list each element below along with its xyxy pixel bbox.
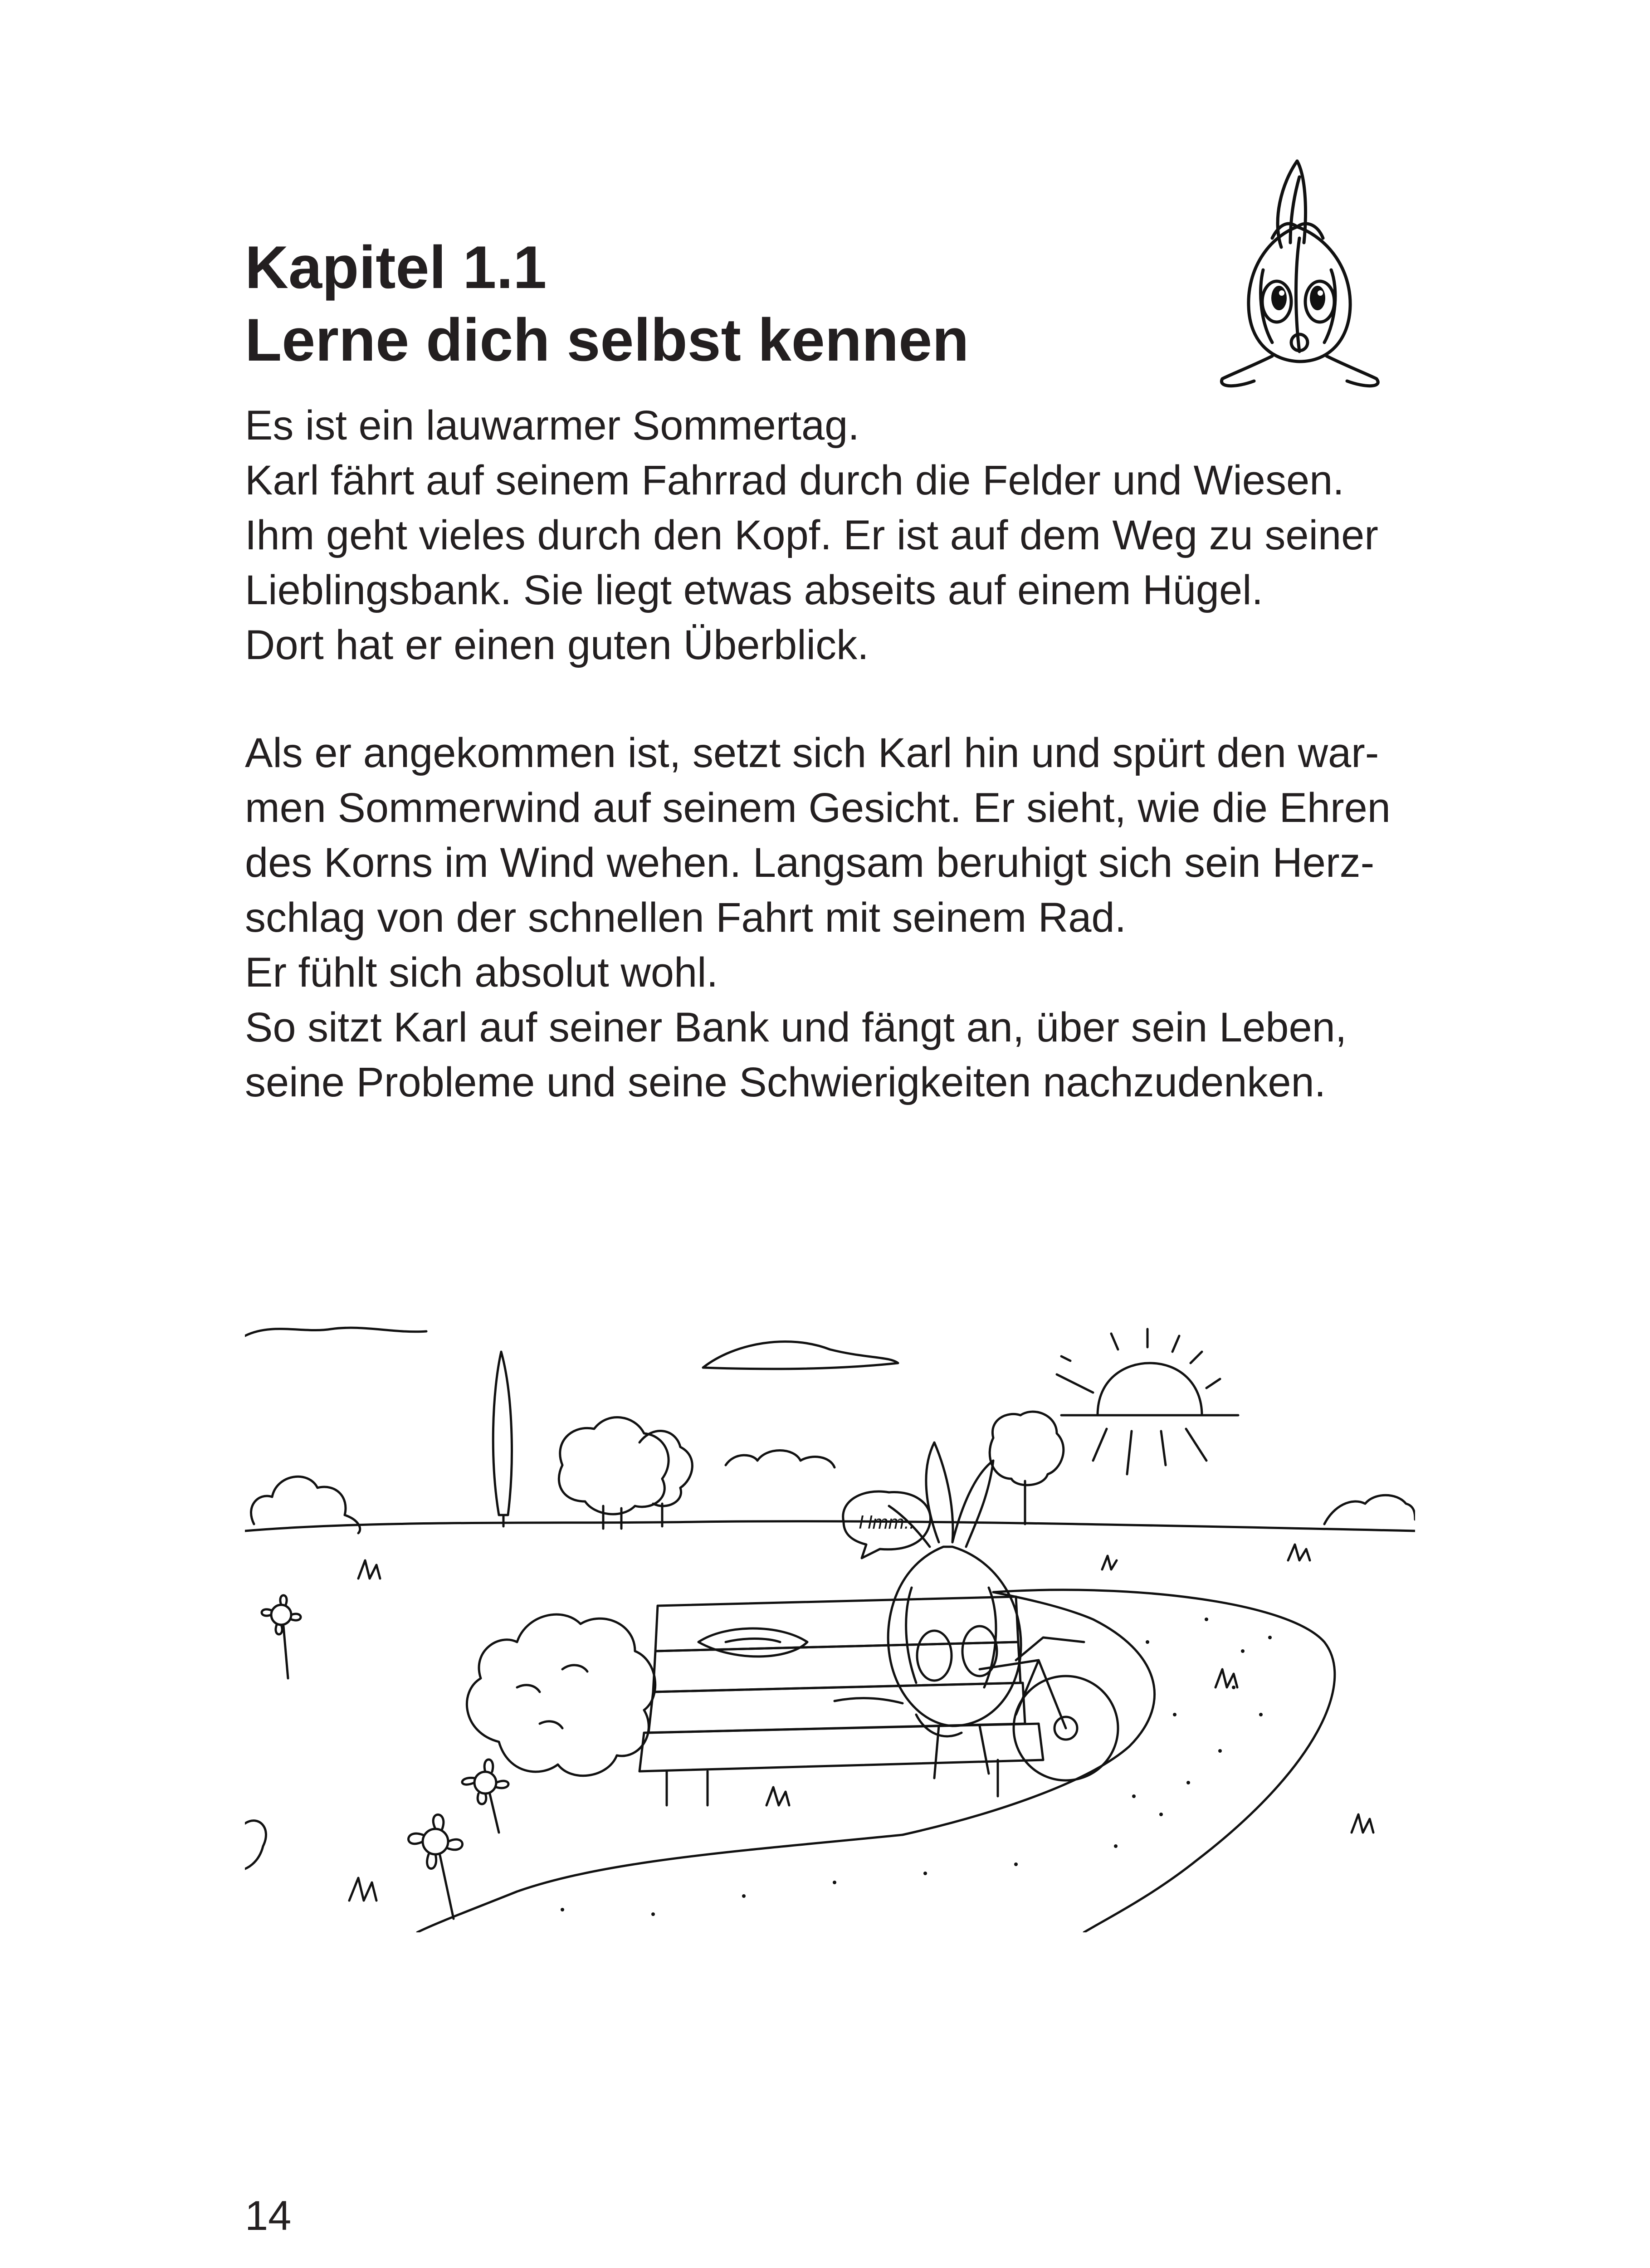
cloud-icon [703, 1342, 898, 1369]
text-line: des Korns im Wind wehen. Langsam beruhigt sich sein Herz- [245, 840, 1375, 886]
text-line: So sitzt Karl auf seiner Bank und fängt an, über sein Leben, [245, 1004, 1347, 1051]
paragraph-1 [245, 398, 1424, 673]
text-line: Es ist ein lauwarmer Sommertag. [245, 402, 859, 449]
bench-scene-illustration [245, 1325, 1415, 1932]
flower-icon [423, 1829, 448, 1854]
text-line: Dort hat er einen guten Überblick. [245, 622, 869, 668]
tree-icon [990, 1412, 1064, 1485]
cloud-icon [726, 1451, 835, 1468]
chapter-heading [245, 231, 969, 376]
text-line: Karl fährt auf seinem Fahrrad durch die Felder und Wiesen. [245, 457, 1344, 503]
sun-icon [1098, 1363, 1202, 1415]
flower-icon [474, 1772, 496, 1794]
text-line: seine Probleme und seine Schwierigkeiten nachzudenken. [245, 1059, 1326, 1105]
flower-icon [271, 1605, 291, 1625]
text-line: Als er angekommen ist, setzt sich Karl hin und spürt den war- [245, 730, 1379, 776]
page-number: 14 [245, 2193, 292, 2239]
text-line: Er fühlt sich absolut wohl. [245, 949, 718, 996]
chapter-number: Kapitel 1.1 [245, 234, 547, 301]
bench-seat [639, 1724, 1043, 1771]
tree-icon [639, 1431, 692, 1506]
chapter-title: Lerne dich selbst kennen [245, 307, 969, 374]
speech-bubble-text: Hmm.. [859, 1511, 915, 1533]
text-line: schlag von der schnellen Fahrt mit seinem Rad. [245, 894, 1127, 941]
text-line: Lieblingsbank. Sie liegt etwas abseits auf einem Hügel. [245, 567, 1264, 613]
onion-mascot-icon [1204, 152, 1395, 406]
text-line: Ihm geht vieles durch den Kopf. Er ist auf dem Weg zu seiner [245, 512, 1378, 558]
tree-icon [493, 1352, 512, 1515]
bush-icon [467, 1614, 655, 1775]
text-line: men Sommerwind auf seinem Gesicht. Er sieht, wie die Ehren [245, 785, 1391, 831]
paragraph-2 [245, 726, 1424, 1110]
cloud-icon [245, 1328, 426, 1336]
path-pebbles [561, 1618, 1272, 1916]
